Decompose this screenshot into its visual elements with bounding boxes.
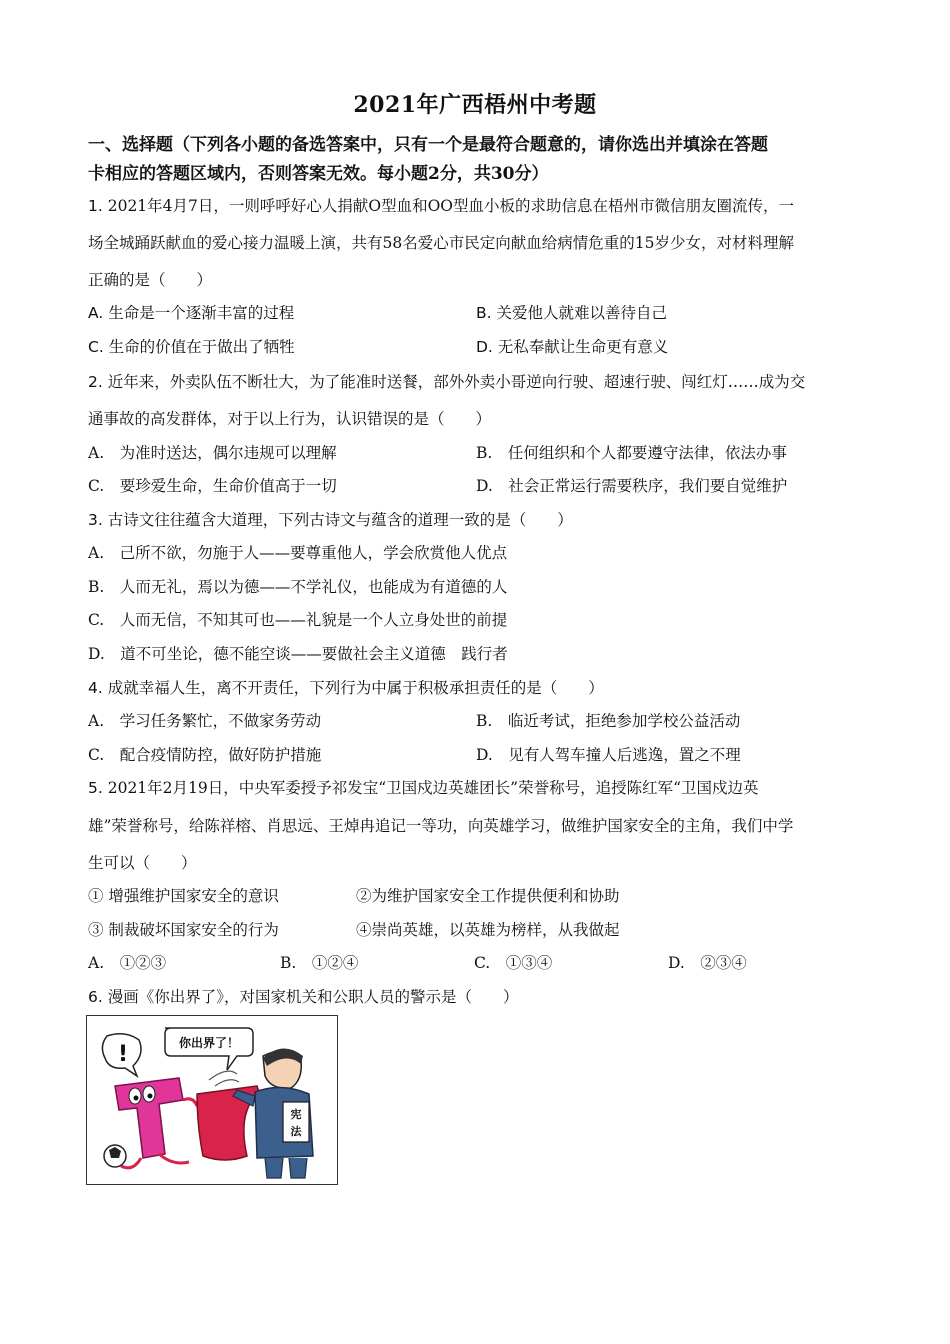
soccer-ball-icon — [104, 1145, 126, 1167]
q1-option-d-label: D. — [476, 338, 493, 356]
pink-character — [115, 1078, 197, 1168]
q5-stem-text1: 2021年2月19日，中央军委授予祁发宝“卫国戍边英雄团长”荣誉称号，追授陈红军“卫国戍边英 — [102, 779, 759, 797]
q1-option-a-label: A. — [88, 304, 104, 322]
q6-stem-text1: 漫画《你出界了》，对国家机关和公职人员的警示是（ ） — [102, 988, 519, 1006]
q2-stem-line1 — [88, 370, 805, 392]
page-title: 2021年广西梧州中考题 — [353, 92, 597, 118]
q1-option-b-text: 关爱他人就难以善待自己 — [491, 304, 667, 322]
q4-stem-line1 — [88, 676, 604, 698]
q1-option-c[interactable] — [88, 335, 295, 357]
q3-number: 3. — [88, 511, 103, 529]
q5-stem-line2: 雄”荣誉称号，给陈祥榕、肖思远、王焯冉追记一等功，向英雄学习，做维护国家安全的主角，我们中学 — [88, 817, 794, 835]
q2-option-a[interactable]: A. 为准时送达，偶尔违规可以理解 — [88, 444, 337, 462]
q3-option-c[interactable]: C. 人而无信，不知其可也——礼貌是一个人立身处世的前提 — [88, 611, 508, 629]
q2-option-b[interactable]: B. 任何组织和个人都要遵守法律，依法办事 — [476, 444, 787, 462]
q3-option-b[interactable]: B. 人而无礼，焉以为德——不学礼仪，也能成为有道德的人 — [88, 578, 508, 596]
speech-bubble-text: 你出界了！ — [178, 1036, 240, 1050]
q5-option-d[interactable]: D. ②③④ — [668, 954, 747, 972]
q4-stem-text1: 成就幸福人生，离不开责任，下列行为中属于积极承担责任的是（ ） — [102, 679, 604, 697]
cartoon-drawing — [87, 1016, 337, 1184]
q5-option-b[interactable]: B. ①②④ — [280, 954, 359, 972]
q1-option-a-text: 生命是一个逐渐丰富的过程 — [103, 304, 295, 322]
q1-stem-text1: 2021年4月7日，一则呼呼好心人捐献O型血和OO型血小板的求助信息在梧州市微信朋友圈流传，一 — [102, 197, 795, 215]
q1-stem-line3: 正确的是（ ） — [88, 271, 213, 289]
q1-stem-line1 — [88, 194, 794, 216]
q4-option-b[interactable]: B. 临近考试，拒绝参加学校公益活动 — [476, 712, 741, 730]
q6-number: 6. — [88, 988, 103, 1006]
q5-option-c[interactable]: C. ①③④ — [474, 954, 553, 972]
q1-number: 1. — [88, 197, 103, 215]
q5-stem-line1 — [88, 776, 759, 798]
section-header-line1: 一、选择题（下列各小题的备选答案中，只有一个是最符合题意的，请你选出并填涂在答题 — [88, 135, 768, 155]
q2-stem-line2: 通事故的高发群体，对于以上行为，认识错误的是（ ） — [88, 410, 492, 428]
q5-statement-3: ③ 制裁破坏国家安全的行为 — [88, 921, 279, 939]
badge-text-line1: 宪 — [290, 1108, 302, 1121]
q4-option-d[interactable]: D. 见有人驾车撞人后逃逸，置之不理 — [476, 746, 741, 764]
q5-statement-4: ④崇尚英雄，以英雄为榜样，从我做起 — [356, 921, 620, 939]
q3-stem-line1 — [88, 508, 573, 530]
q1-stem-line2: 场全城踊跃献血的爱心接力温暖上演，共有58名爱心市民定向献血给病情危重的15岁少女，对材料理解 — [88, 234, 794, 252]
q5-stem-line3: 生可以（ ） — [88, 854, 197, 872]
q1-option-d[interactable] — [476, 335, 668, 357]
q1-option-a[interactable] — [88, 301, 294, 323]
q2-option-d[interactable]: D. 社会正常运行需要秩序，我们要自觉维护 — [476, 477, 788, 495]
red-flag — [197, 1071, 259, 1160]
q2-stem-text1: 近年来，外卖队伍不断壮大，为了能准时送餐，部外外卖小哥逆向行驶、超速行驶、闯红灯……成为交 — [102, 373, 806, 391]
q3-option-d[interactable]: D. 道不可坐论，德不能空谈——要做社会主义道德 践行者 — [88, 645, 508, 663]
q5-statement-1: ① 增强维护国家安全的意识 — [88, 887, 279, 905]
q2-option-c[interactable]: C. 要珍爱生命，生命价值高于一切 — [88, 477, 337, 495]
section-header — [88, 131, 868, 189]
q1-option-d-text: 无私奉献让生命更有意义 — [492, 338, 669, 356]
section-header-line2: 卡相应的答题区域内，否则答案无效。每小题2分，共30分） — [88, 164, 549, 184]
q4-number: 4. — [88, 679, 103, 697]
q5-option-a[interactable]: A. ①②③ — [88, 954, 167, 972]
q1-option-b-label: B. — [476, 304, 492, 322]
exclaim-mark: ! — [117, 1042, 129, 1067]
q1-option-c-text: 生命的价值在于做出了牺牲 — [103, 338, 295, 356]
q1-option-c-label: C. — [88, 338, 104, 356]
cartoon-image — [86, 1015, 338, 1185]
q1-option-b[interactable] — [476, 301, 667, 323]
q5-number: 5. — [88, 779, 103, 797]
q2-number: 2. — [88, 373, 103, 391]
q5-statement-2: ②为维护国家安全工作提供便利和协助 — [356, 887, 620, 905]
q3-option-a[interactable]: A. 己所不欲，勿施于人——要尊重他人，学会欣赏他人优点 — [88, 544, 508, 562]
q6-stem-line1 — [88, 985, 518, 1007]
q4-option-c[interactable]: C. 配合疫情防控，做好防护措施 — [88, 746, 322, 764]
q4-option-a[interactable]: A. 学习任务繁忙，不做家务劳动 — [88, 712, 322, 730]
q3-stem-text1: 古诗文往往蕴含大道理，下列古诗文与蕴含的道理一致的是（ ） — [102, 511, 573, 529]
badge-text-line2: 法 — [290, 1125, 302, 1138]
